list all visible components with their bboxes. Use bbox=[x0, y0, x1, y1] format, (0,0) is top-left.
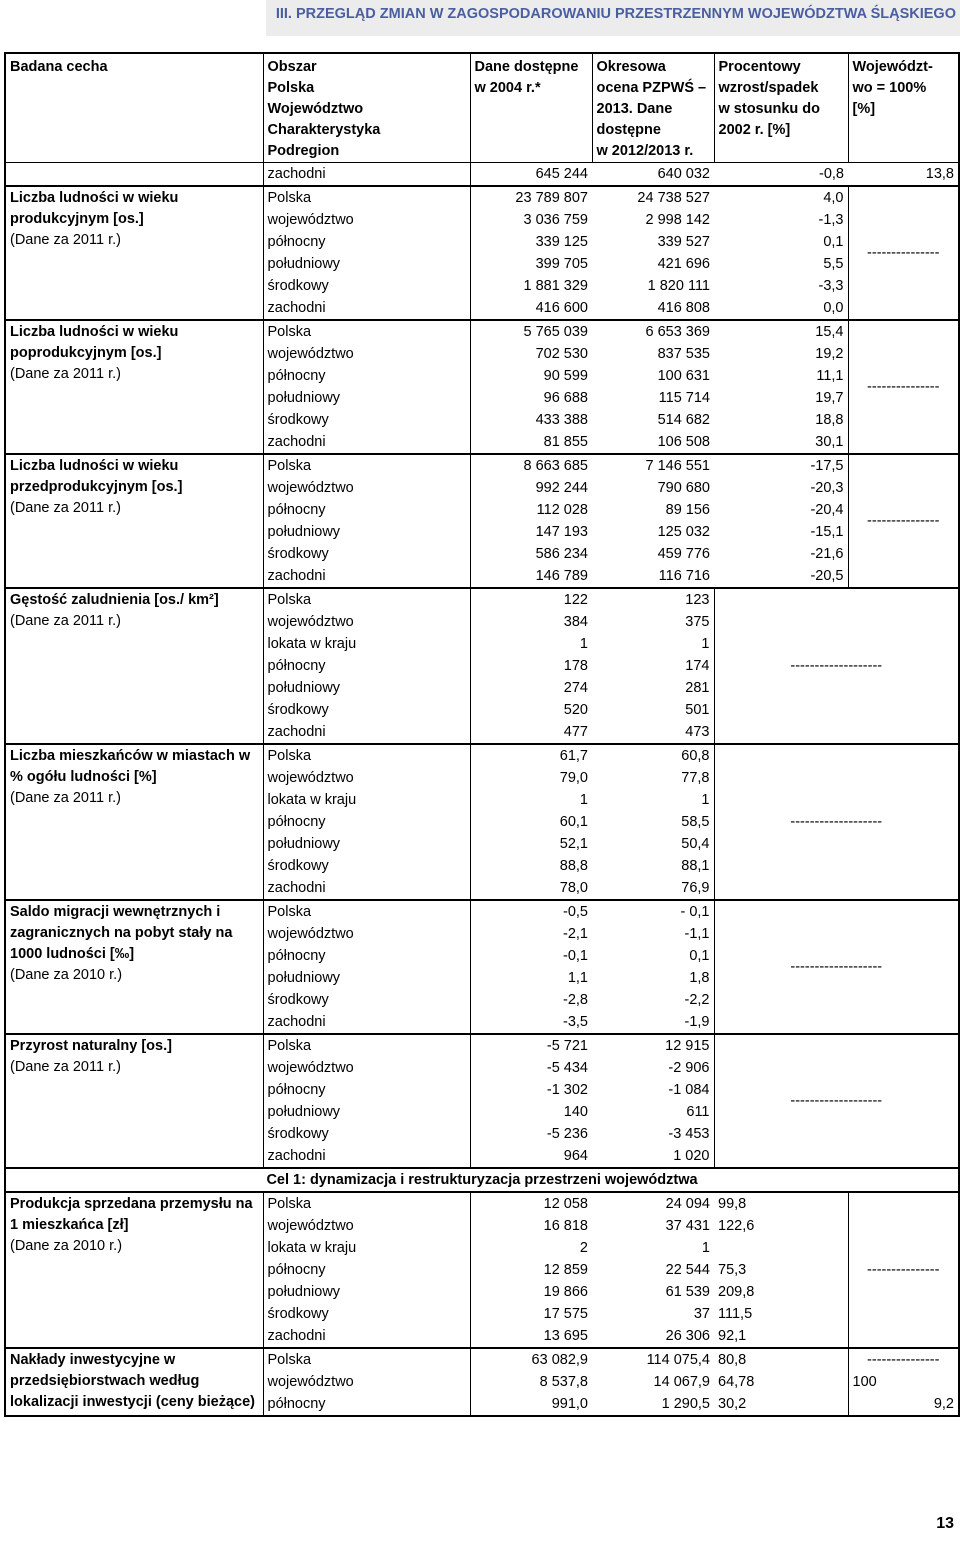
table-cell: 100 631 bbox=[657, 368, 710, 384]
table-cell: 100 bbox=[848, 1371, 959, 1393]
feature-title: Liczba ludności w wieku produkcyjnym [os.] bbox=[10, 190, 179, 227]
table-cell: 106 508 bbox=[657, 434, 710, 450]
table-cell: 416 808 bbox=[657, 300, 710, 316]
area-cell: zachodni bbox=[263, 1011, 470, 1034]
table-cell: 645 244 bbox=[535, 166, 588, 182]
dash-cell: --------------- bbox=[848, 320, 959, 454]
feature-cell bbox=[5, 163, 263, 187]
table-cell: 9,2 bbox=[848, 1393, 959, 1416]
dash-cell: ------------------- bbox=[714, 900, 959, 1034]
table-cell: 24 094 bbox=[592, 1192, 714, 1215]
area-cell: zachodni bbox=[263, 721, 470, 744]
area-cell: województwo bbox=[263, 1057, 470, 1079]
table-cell: -5 236 bbox=[546, 1126, 588, 1142]
table-cell: 790 680 bbox=[657, 480, 710, 496]
area-cell: północny bbox=[263, 365, 470, 387]
table-cell: 11,1 bbox=[816, 368, 844, 384]
table-cell: 0,1 bbox=[823, 234, 844, 250]
dash-cell: ------------------- bbox=[714, 744, 959, 900]
table-cell: 99,8 bbox=[714, 1192, 848, 1215]
table-cell: 14 067,9 bbox=[653, 1374, 710, 1390]
table-cell: 433 388 bbox=[535, 412, 588, 428]
table-cell: -5 434 bbox=[546, 1060, 588, 1076]
header-cell: Obszar Polska Województwo Charakterystyka Podregion bbox=[263, 53, 470, 163]
table-cell: -1,3 bbox=[818, 212, 844, 228]
area-cell: północny bbox=[263, 811, 470, 833]
table-cell: 147 193 bbox=[535, 524, 588, 540]
table-cell: - 0,1 bbox=[592, 900, 714, 923]
area-cell: Polska bbox=[263, 454, 470, 477]
table-cell: 19,2 bbox=[815, 346, 844, 362]
table-cell: --------------- bbox=[848, 1348, 959, 1371]
area-cell: północny bbox=[263, 1393, 470, 1416]
table-cell: 416 600 bbox=[535, 300, 588, 316]
table-row bbox=[5, 1192, 959, 1215]
area-cell: południowy bbox=[263, 1281, 470, 1303]
area-cell: północny bbox=[263, 1259, 470, 1281]
table-cell: 281 bbox=[685, 680, 710, 696]
table-cell: 586 234 bbox=[535, 546, 588, 562]
area-cell: zachodni bbox=[263, 565, 470, 588]
feature-title: Produkcja sprzedana przemysłu na 1 mieszkańca [zł] bbox=[10, 1196, 253, 1233]
table-cell bbox=[714, 1237, 848, 1259]
table-row bbox=[5, 900, 959, 923]
table-cell: 125 032 bbox=[657, 524, 710, 540]
area-cell: Polska bbox=[263, 900, 470, 923]
feature-date: (Dane za 2011 r.) bbox=[10, 1059, 121, 1075]
table-cell: 520 bbox=[563, 702, 588, 718]
table-row bbox=[5, 588, 959, 611]
area-cell: zachodni bbox=[263, 1145, 470, 1168]
table-row bbox=[5, 163, 959, 187]
table-cell: 30,2 bbox=[718, 1396, 747, 1412]
table-cell: 640 032 bbox=[657, 166, 710, 182]
area-cell: Polska bbox=[263, 1348, 470, 1371]
table-cell: 459 776 bbox=[657, 546, 710, 562]
table-cell: 114 075,4 bbox=[592, 1348, 714, 1371]
table-cell: 18,8 bbox=[815, 412, 844, 428]
table-cell: 702 530 bbox=[535, 346, 588, 362]
feature-date: (Dane za 2011 r.) bbox=[10, 366, 121, 382]
table-cell: -20,4 bbox=[810, 502, 844, 518]
table-cell: 8 663 685 bbox=[470, 454, 592, 477]
dash-cell: --------------- bbox=[848, 1192, 959, 1348]
feature-date: (Dane za 2011 r.) bbox=[10, 790, 121, 806]
feature-cell bbox=[5, 1192, 263, 1348]
table-cell: -2,8 bbox=[563, 992, 588, 1008]
header-cell: Procentowy wzrost/spadek w stosunku do 2002 r. [%] bbox=[714, 53, 848, 163]
area-cell: środkowy bbox=[263, 855, 470, 877]
table-cell: 96 688 bbox=[543, 390, 588, 406]
area-cell: południowy bbox=[263, 1101, 470, 1123]
table-cell: -20,3 bbox=[810, 480, 844, 496]
table-cell: 90 599 bbox=[543, 368, 588, 384]
area-cell: zachodni bbox=[263, 431, 470, 454]
table-cell: -0,1 bbox=[563, 948, 588, 964]
table-cell: 112 028 bbox=[536, 502, 588, 518]
table-row bbox=[5, 744, 959, 767]
table-cell: 1,1 bbox=[567, 970, 588, 986]
table-cell: 146 789 bbox=[535, 568, 588, 584]
table-cell: -1,9 bbox=[684, 1014, 710, 1030]
table-cell: 77,8 bbox=[681, 770, 710, 786]
area-cell: Polska bbox=[263, 744, 470, 767]
feature-title: Liczba ludności w wieku przedprodukcyjnym [os.] bbox=[10, 458, 183, 495]
feature-cell bbox=[5, 320, 263, 454]
table-cell: 75,3 bbox=[718, 1262, 747, 1278]
area-cell: województwo bbox=[263, 1371, 470, 1393]
area-cell: północny bbox=[263, 231, 470, 253]
table-cell: 64,78 bbox=[718, 1374, 755, 1390]
table-cell: -1 302 bbox=[546, 1082, 588, 1098]
feature-cell bbox=[5, 900, 263, 1034]
area-cell: środkowy bbox=[263, 699, 470, 721]
area-cell: środkowy bbox=[263, 275, 470, 297]
area-cell: województwo bbox=[263, 923, 470, 945]
area-cell: zachodni bbox=[263, 1325, 470, 1348]
table-cell: 23 789 807 bbox=[470, 186, 592, 209]
table-cell: 339 527 bbox=[657, 234, 710, 250]
table-cell: 61 539 bbox=[665, 1284, 710, 1300]
table-cell: 17 575 bbox=[543, 1306, 588, 1322]
area-cell: zachodni bbox=[263, 163, 470, 187]
table-row bbox=[5, 186, 959, 209]
table-cell: -15,1 bbox=[810, 524, 844, 540]
table-cell: 399 705 bbox=[535, 256, 588, 272]
table-cell: 81 855 bbox=[543, 434, 588, 450]
table-cell: 88,8 bbox=[559, 858, 588, 874]
area-cell: Polska bbox=[263, 1192, 470, 1215]
table-cell: -3 453 bbox=[668, 1126, 710, 1142]
feature-date: (Dane za 2011 r.) bbox=[10, 232, 121, 248]
feature-date: (Dane za 2010 r.) bbox=[10, 967, 123, 983]
goal-cell: Cel 1: dynamizacja i restrukturyzacja przestrzeni województwa bbox=[5, 1168, 959, 1192]
table-cell: 122,6 bbox=[718, 1218, 755, 1234]
table-cell: 375 bbox=[685, 614, 710, 630]
feature-title: Liczba mieszkańców w miastach w % ogółu ludności [%] bbox=[10, 748, 251, 785]
table-cell: 122 bbox=[470, 588, 592, 611]
table-cell: 1 881 329 bbox=[523, 278, 588, 294]
header-cell: Dane dostępne w 2004 r.* bbox=[470, 53, 592, 163]
table-cell: 611 bbox=[686, 1104, 710, 1120]
table-cell: 16 818 bbox=[543, 1218, 588, 1234]
dash-cell: --------------- bbox=[848, 186, 959, 320]
table-cell: 89 156 bbox=[665, 502, 710, 518]
table-cell: 140 bbox=[563, 1104, 588, 1120]
table-cell: 19 866 bbox=[543, 1284, 588, 1300]
table-header-row bbox=[5, 53, 959, 163]
header-cell: Województ- wo = 100% [%] bbox=[848, 53, 959, 163]
feature-title: Przyrost naturalny [os.] bbox=[10, 1038, 172, 1054]
table-cell: 58,5 bbox=[681, 814, 710, 830]
area-cell: środkowy bbox=[263, 1303, 470, 1325]
area-cell: środkowy bbox=[263, 409, 470, 431]
area-cell: Polska bbox=[263, 1034, 470, 1057]
table-cell: 19,7 bbox=[815, 390, 844, 406]
table-cell: 514 682 bbox=[657, 412, 710, 428]
table-cell: 1 bbox=[701, 636, 710, 652]
feature-title: Nakłady inwestycyjne w przedsiębiorstwach według lokalizacji inwestycji (ceny bieżące) bbox=[10, 1352, 255, 1410]
table-cell: 4,0 bbox=[714, 186, 848, 209]
dash-cell: ------------------- bbox=[714, 1034, 959, 1168]
table-cell: 5,5 bbox=[823, 256, 844, 272]
area-cell: lokata w kraju bbox=[263, 789, 470, 811]
table-row bbox=[5, 1348, 959, 1371]
area-cell: środkowy bbox=[263, 1123, 470, 1145]
area-cell: południowy bbox=[263, 677, 470, 699]
table-cell: 12 859 bbox=[543, 1262, 588, 1278]
table-cell: 2 998 142 bbox=[645, 212, 710, 228]
area-cell: północny bbox=[263, 1079, 470, 1101]
area-cell: zachodni bbox=[263, 297, 470, 320]
table-cell: -5 721 bbox=[470, 1034, 592, 1057]
table-cell: -17,5 bbox=[714, 454, 848, 477]
table-cell: 15,4 bbox=[714, 320, 848, 343]
page-header bbox=[0, 0, 960, 36]
table-cell: 501 bbox=[685, 702, 710, 718]
area-cell: lokata w kraju bbox=[263, 633, 470, 655]
dash-cell: --------------- bbox=[848, 454, 959, 588]
table-cell: 37 bbox=[693, 1306, 710, 1322]
table-cell: -1 084 bbox=[668, 1082, 710, 1098]
table-cell: 174 bbox=[685, 658, 710, 674]
feature-date: (Dane za 2011 r.) bbox=[10, 613, 121, 629]
table-cell: 2 bbox=[579, 1240, 588, 1256]
area-cell: województwo bbox=[263, 477, 470, 499]
table-cell: 8 537,8 bbox=[539, 1374, 588, 1390]
table-cell: 52,1 bbox=[559, 836, 588, 852]
table-cell: -1,1 bbox=[684, 926, 710, 942]
table-cell: 964 bbox=[563, 1148, 588, 1164]
table-cell: 1 bbox=[701, 792, 710, 808]
table-cell: 837 535 bbox=[657, 346, 710, 362]
feature-cell bbox=[5, 1034, 263, 1168]
table-cell: -0,8 bbox=[819, 166, 844, 182]
table-cell: 88,1 bbox=[681, 858, 710, 874]
table-cell: 6 653 369 bbox=[592, 320, 714, 343]
area-cell: Polska bbox=[263, 320, 470, 343]
area-cell: województwo bbox=[263, 767, 470, 789]
area-cell: północny bbox=[263, 945, 470, 967]
area-cell: południowy bbox=[263, 387, 470, 409]
table-cell: 115 714 bbox=[658, 390, 710, 406]
table-cell: -0,5 bbox=[470, 900, 592, 923]
area-cell: północny bbox=[263, 499, 470, 521]
table-row bbox=[5, 320, 959, 343]
table-cell: 0,0 bbox=[823, 300, 844, 316]
page-number: 13 bbox=[936, 1515, 954, 1532]
table-cell: 13,8 bbox=[925, 166, 954, 182]
area-cell: środkowy bbox=[263, 989, 470, 1011]
area-cell: lokata w kraju bbox=[263, 1237, 470, 1259]
table-cell: 24 738 527 bbox=[592, 186, 714, 209]
area-cell: Polska bbox=[263, 588, 470, 611]
table-cell: 1 bbox=[701, 1240, 710, 1256]
table-cell: 384 bbox=[563, 614, 588, 630]
table-row bbox=[5, 1034, 959, 1057]
table-cell: 0,1 bbox=[689, 948, 710, 964]
table-cell: -20,5 bbox=[810, 568, 844, 584]
table-cell: 111,5 bbox=[718, 1306, 753, 1322]
area-cell: południowy bbox=[263, 833, 470, 855]
table-cell: 80,8 bbox=[714, 1348, 848, 1371]
table-cell: 178 bbox=[563, 658, 588, 674]
table-cell: 12 915 bbox=[592, 1034, 714, 1057]
feature-title: Saldo migracji wewnętrznych i zagranicznych na pobyt stały na 1000 ludności [‰] bbox=[10, 904, 233, 962]
feature-cell bbox=[5, 454, 263, 588]
table-cell: 60,1 bbox=[559, 814, 588, 830]
feature-title: Gęstość zaludnienia [os./ km²] bbox=[10, 592, 219, 608]
feature-cell bbox=[5, 588, 263, 744]
table-cell: 79,0 bbox=[559, 770, 588, 786]
table-cell: 60,8 bbox=[592, 744, 714, 767]
table-cell: 1,8 bbox=[689, 970, 710, 986]
table-cell: 421 696 bbox=[657, 256, 710, 272]
data-table bbox=[4, 52, 960, 1417]
table-cell: -21,6 bbox=[810, 546, 844, 562]
table-cell: 477 bbox=[563, 724, 588, 740]
table-cell: 1 820 111 bbox=[647, 278, 710, 294]
area-cell: środkowy bbox=[263, 543, 470, 565]
area-cell: województwo bbox=[263, 611, 470, 633]
area-cell: południowy bbox=[263, 521, 470, 543]
area-cell: północny bbox=[263, 655, 470, 677]
table-cell: 13 695 bbox=[543, 1328, 588, 1344]
table-cell: 991,0 bbox=[551, 1396, 588, 1412]
table-cell: 1 020 bbox=[673, 1148, 710, 1164]
table-cell: 274 bbox=[563, 680, 588, 696]
table-cell: 78,0 bbox=[559, 880, 588, 896]
table-cell: -2,2 bbox=[684, 992, 710, 1008]
table-cell: 1 bbox=[579, 792, 588, 808]
feature-cell bbox=[5, 186, 263, 320]
table-cell: 63 082,9 bbox=[470, 1348, 592, 1371]
feature-cell bbox=[5, 744, 263, 900]
table-cell: 1 290,5 bbox=[661, 1396, 710, 1412]
table-cell: -3,5 bbox=[563, 1014, 588, 1030]
table-cell: 123 bbox=[592, 588, 714, 611]
table-cell: 5 765 039 bbox=[470, 320, 592, 343]
table-cell: 1 bbox=[579, 636, 588, 652]
table-cell: -3,3 bbox=[818, 278, 844, 294]
table-cell: 92,1 bbox=[718, 1328, 747, 1344]
area-cell: południowy bbox=[263, 253, 470, 275]
area-cell: Polska bbox=[263, 186, 470, 209]
table-cell: 3 036 759 bbox=[523, 212, 588, 228]
feature-date: (Dane za 2011 r.) bbox=[10, 500, 121, 516]
table-cell: 50,4 bbox=[681, 836, 710, 852]
table-cell: -2 906 bbox=[668, 1060, 710, 1076]
table-cell: 61,7 bbox=[470, 744, 592, 767]
table-row bbox=[5, 454, 959, 477]
feature-title: Liczba ludności w wieku poprodukcyjnym [os.] bbox=[10, 324, 179, 361]
header-cell: Badana cecha bbox=[5, 53, 263, 163]
table-cell: 37 431 bbox=[665, 1218, 710, 1234]
area-cell: województwo bbox=[263, 209, 470, 231]
table-cell: 473 bbox=[685, 724, 710, 740]
table-cell: 12 058 bbox=[470, 1192, 592, 1215]
table-cell: 992 244 bbox=[535, 480, 588, 496]
header-cell: Okresowa ocena PZPWŚ – 2013. Dane dostępne w 2012/2013 r. bbox=[592, 53, 714, 163]
table-cell: 26 306 bbox=[665, 1328, 710, 1344]
table-cell: 30,1 bbox=[815, 434, 844, 450]
table-cell: 7 146 551 bbox=[592, 454, 714, 477]
table-cell: -2,1 bbox=[563, 926, 588, 942]
table-cell: 76,9 bbox=[681, 880, 710, 896]
header-title: III. PRZEGLĄD ZMIAN W ZAGOSPODAROWANIU PRZESTRZENNYM WOJEWÓDZTWA ŚLĄSKIEGO bbox=[275, 6, 956, 22]
table-cell: 209,8 bbox=[718, 1284, 755, 1300]
table-cell: 339 125 bbox=[535, 234, 588, 250]
table-cell: 116 716 bbox=[658, 568, 710, 584]
area-cell: południowy bbox=[263, 967, 470, 989]
goal-row bbox=[5, 1168, 959, 1192]
area-cell: zachodni bbox=[263, 877, 470, 900]
table-cell: 22 544 bbox=[665, 1262, 710, 1278]
area-cell: województwo bbox=[263, 1215, 470, 1237]
area-cell: województwo bbox=[263, 343, 470, 365]
feature-cell bbox=[5, 1348, 263, 1416]
feature-date: (Dane za 2010 r.) bbox=[10, 1238, 123, 1254]
dash-cell: ------------------- bbox=[714, 588, 959, 744]
